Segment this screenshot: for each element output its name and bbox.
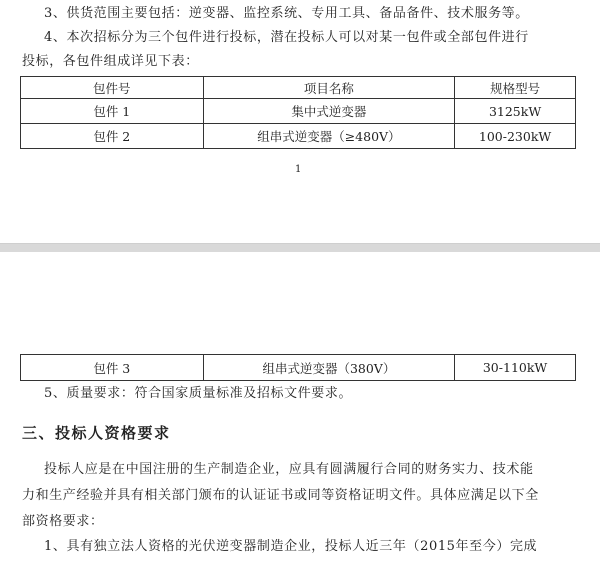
spec-model-cell: 3125kW	[455, 99, 576, 124]
package-intro-continued: 投标，各包件组成详见下表：	[22, 54, 199, 69]
table-row	[21, 99, 576, 124]
project-name-cell: 组串式逆变器（≥480V）	[203, 124, 455, 149]
table-row	[21, 355, 576, 381]
package-number-cell: 包件 3	[21, 355, 204, 381]
quality-requirement-line: 5、质量要求：符合国家质量标准及招标文件要求。	[44, 386, 353, 401]
package-intro-line: 4、本次招标分为三个包件进行投标，潜在投标人可以对某一包件或全部包件进行	[44, 30, 529, 45]
table-row	[21, 124, 576, 149]
header-package-number: 包件号	[21, 77, 204, 99]
package-number-cell: 包件 1	[21, 99, 204, 124]
header-project-name: 项目名称	[203, 77, 455, 99]
project-name-cell: 组串式逆变器（380V）	[203, 355, 455, 381]
header-spec-model: 规格型号	[455, 77, 576, 99]
spec-model-cell: 30-110kW	[455, 355, 576, 381]
spec-model-cell: 100-230kW	[455, 124, 576, 149]
page-number: 1	[295, 164, 302, 175]
package-table-part2	[20, 354, 576, 381]
qualification-item-1: 1、具有独立法人资格的光伏逆变器制造企业，投标人近三年（2015年至今）完成	[44, 539, 538, 554]
document-page-2	[0, 252, 600, 561]
supply-scope-line: 3、供货范围主要包括：逆变器、监控系统、专用工具、备品备件、技术服务等。	[44, 6, 529, 21]
table-header-row	[21, 77, 576, 99]
document-page-1	[0, 0, 600, 243]
qualification-paragraph-line-1: 投标人应是在中国注册的生产制造企业，应具有圆满履行合同的财务实力、技术能	[44, 462, 534, 477]
qualification-paragraph-line-3: 部资格要求：	[22, 514, 104, 529]
section-heading: 三、投标人资格要求	[22, 424, 171, 442]
qualification-paragraph-line-2: 力和生产经验并具有相关部门颁布的认证证书或同等资格证明文件。具体应满足以下全	[22, 488, 539, 503]
package-number-cell: 包件 2	[21, 124, 204, 149]
package-table-part1	[20, 76, 576, 149]
project-name-cell: 集中式逆变器	[203, 99, 455, 124]
